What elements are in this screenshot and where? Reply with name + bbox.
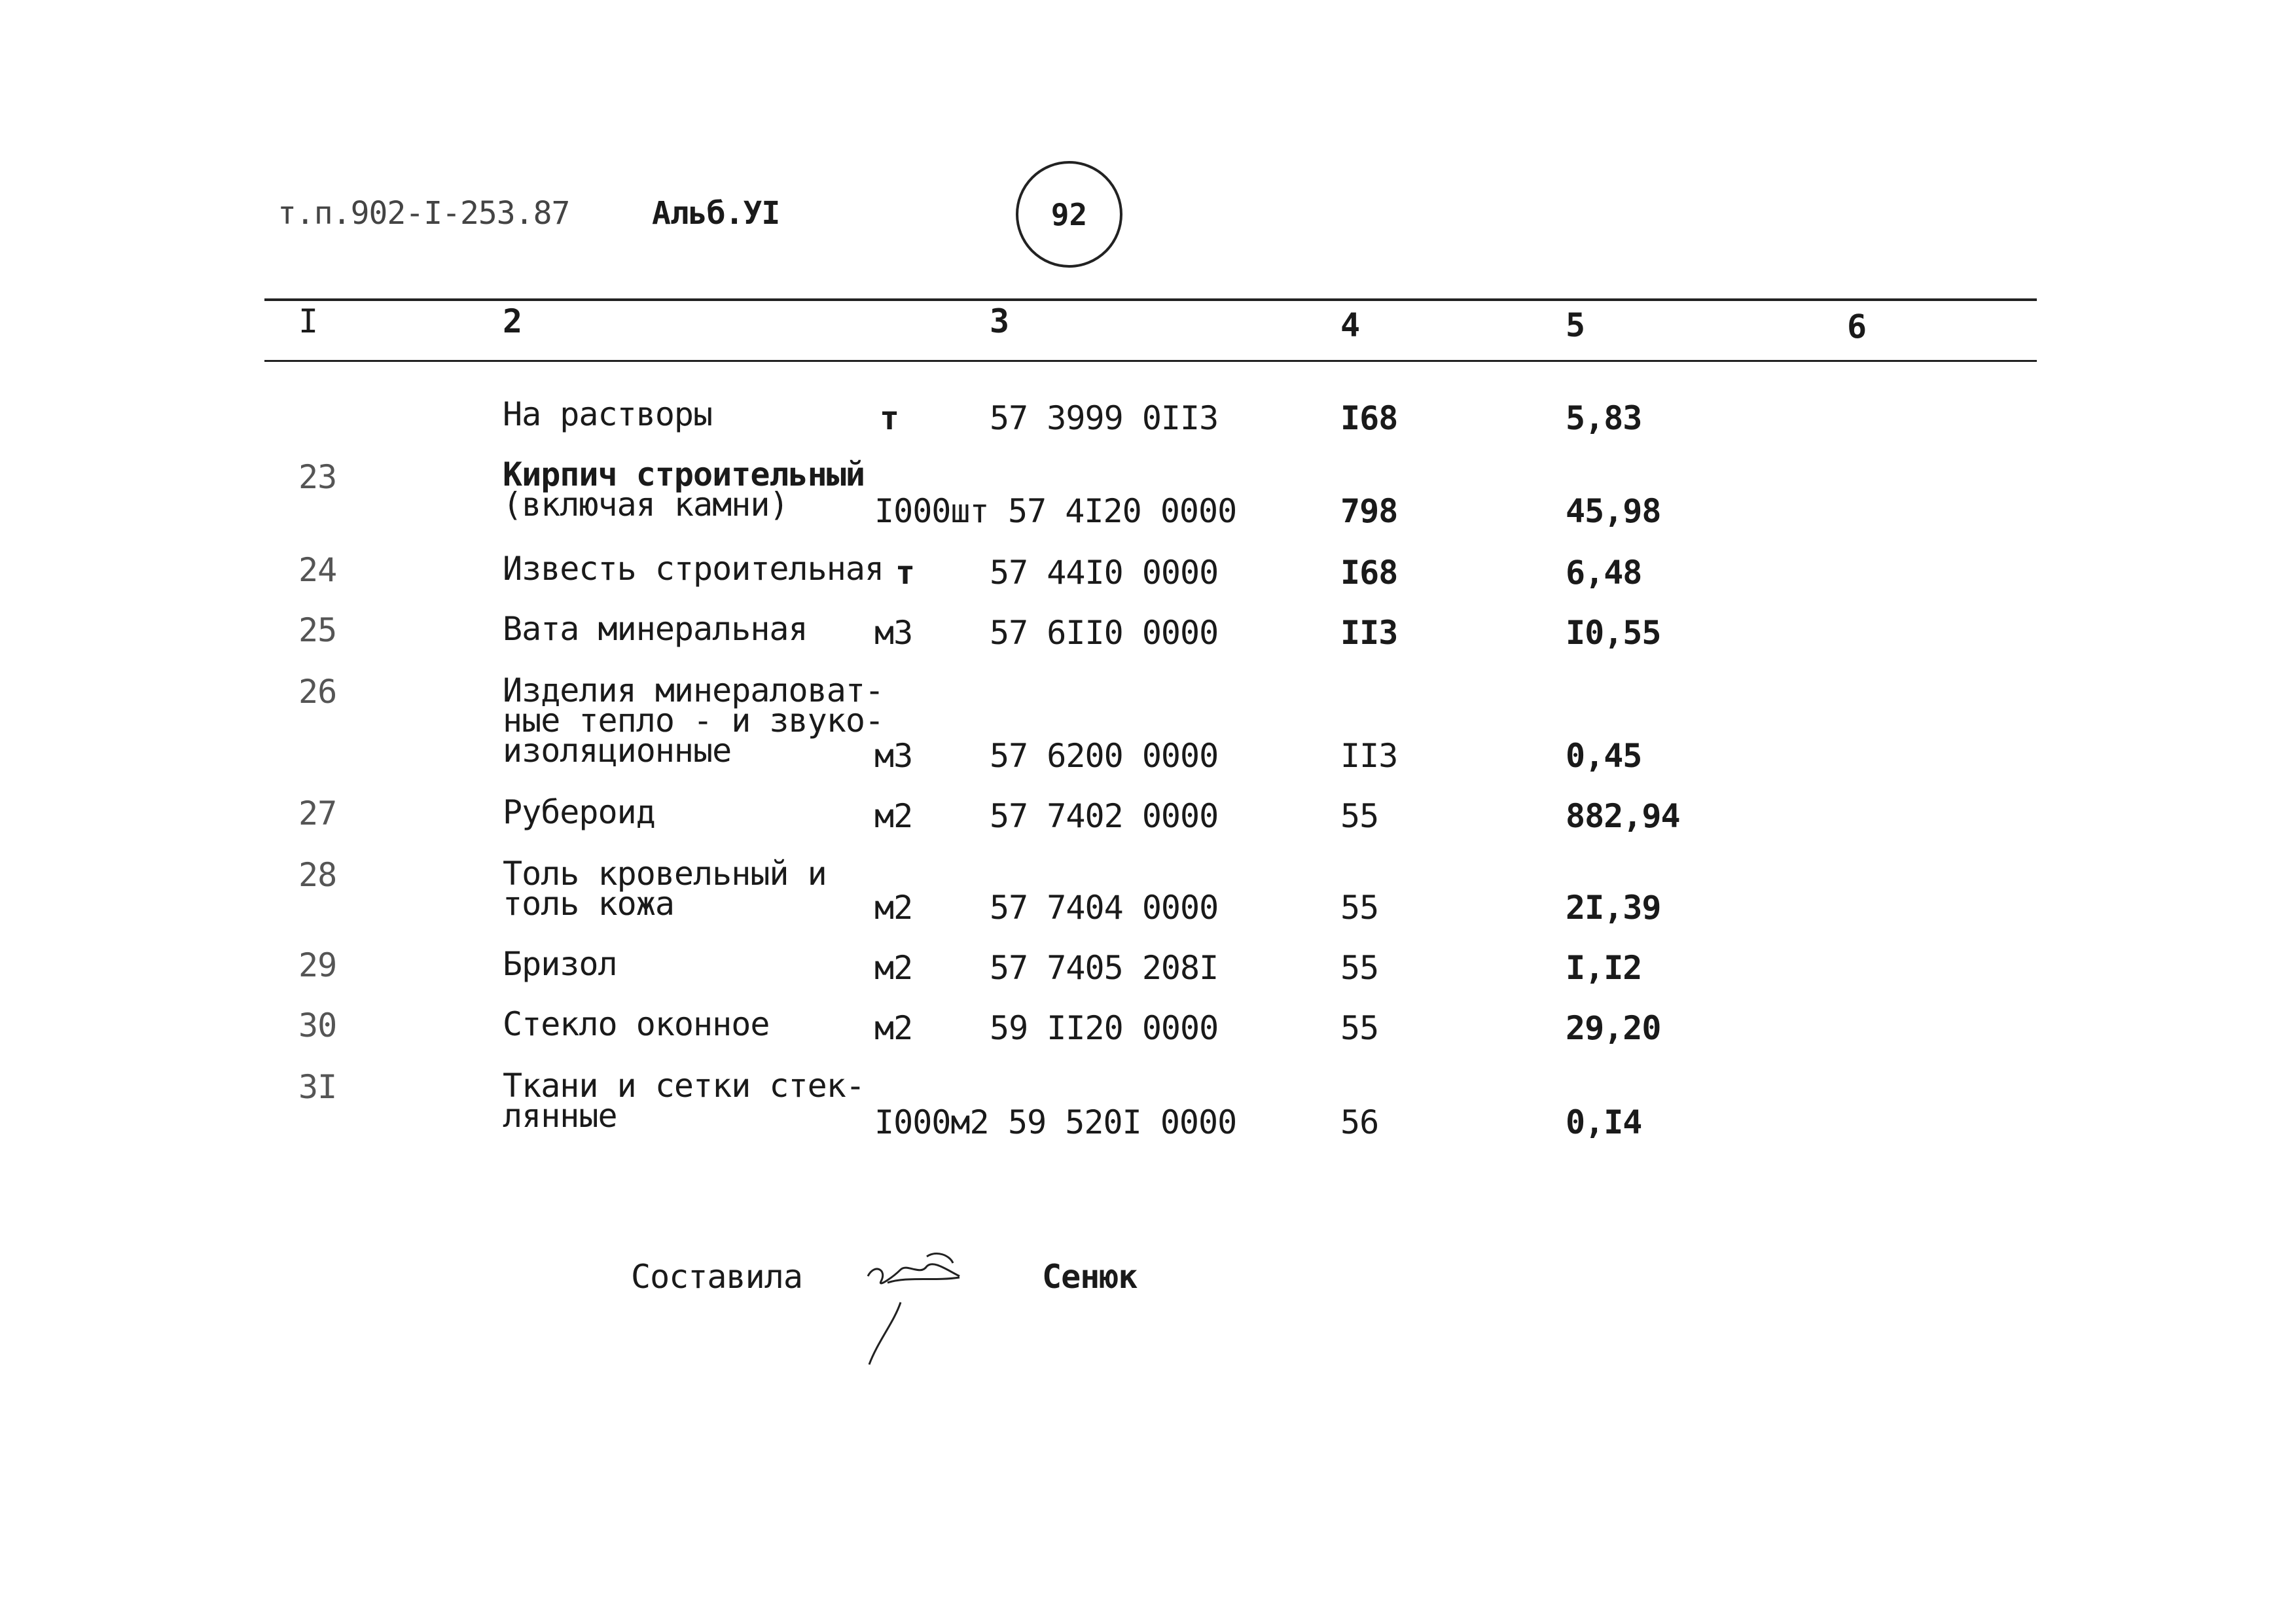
col5-value: 2I,39: [1566, 889, 1661, 927]
page-number: 92: [1050, 196, 1088, 232]
material-name: Толь кровельный и: [503, 855, 827, 893]
album-label: Альб.УI: [652, 195, 780, 232]
code: 57 6II0 0000: [990, 614, 1219, 652]
unit: м2: [874, 889, 913, 927]
code: 59 520I 0000: [1008, 1103, 1237, 1141]
row-number: 27: [298, 794, 337, 832]
code: 57 44I0 0000: [990, 554, 1219, 592]
material-name-cont: ные тепло - и звуко-: [503, 702, 884, 740]
row-number: 28: [298, 856, 337, 894]
code: 57 7402 0000: [990, 797, 1219, 835]
col4-value: II3: [1340, 737, 1398, 775]
col5-value: 5,83: [1566, 399, 1642, 437]
material-name-cont: (включая камни): [503, 486, 789, 524]
unit: м3: [874, 614, 913, 652]
material-name-cont: изоляционные: [503, 732, 732, 770]
material-name-cont: лянные: [503, 1097, 617, 1135]
material-name: Известь строительная: [503, 550, 884, 588]
col4-value: 56: [1340, 1103, 1379, 1141]
material-name: Рубероид: [503, 793, 655, 831]
material-name: На растворы: [503, 395, 713, 433]
row-number: 24: [298, 551, 337, 589]
unit: м3: [874, 737, 913, 775]
col4-value: I68: [1340, 554, 1398, 592]
code: 57 7405 208I: [990, 949, 1219, 987]
col5-value: 0,45: [1566, 737, 1642, 775]
col4-value: II3: [1340, 614, 1398, 652]
page-number-circle: [1016, 161, 1122, 268]
column-header-1: I: [298, 302, 319, 340]
table-top-rule: [264, 298, 2037, 301]
row-number: 30: [298, 1007, 337, 1044]
material-name: Изделия минераловат-: [503, 671, 884, 709]
row-number: 25: [298, 611, 337, 649]
compiler-name: Сенюк: [1042, 1258, 1138, 1296]
document-code: т.п.902-I-253.87: [278, 195, 570, 232]
col4-value: I68: [1340, 399, 1398, 437]
column-header-3: 3: [990, 302, 1010, 340]
unit: т: [880, 399, 899, 437]
unit: т: [895, 554, 915, 592]
unit: м2: [874, 1009, 913, 1047]
unit: м2: [874, 949, 913, 987]
material-name: Бризол: [503, 945, 617, 983]
code: 57 4I20 0000: [1008, 492, 1237, 530]
material-name: Ткани и сетки стек-: [503, 1067, 865, 1105]
unit: м2: [874, 797, 913, 835]
row-number: 23: [298, 458, 337, 496]
signature: [848, 1230, 979, 1374]
code: 59 II20 0000: [990, 1009, 1219, 1047]
row-number: 26: [298, 673, 337, 711]
unit: I000м2: [874, 1103, 989, 1141]
unit: I000шт: [874, 492, 989, 530]
code: 57 7404 0000: [990, 889, 1219, 927]
col5-value: I,I2: [1566, 949, 1642, 987]
code: 57 3999 0II3: [990, 399, 1219, 437]
col5-value: 29,20: [1566, 1009, 1661, 1047]
material-name: Вата минеральная: [503, 610, 808, 648]
col4-value: 55: [1340, 949, 1379, 987]
column-header-6: 6: [1847, 308, 1867, 346]
col4-value: 55: [1340, 889, 1379, 927]
column-header-4: 4: [1340, 306, 1361, 344]
col5-value: 45,98: [1566, 492, 1661, 530]
compiled-by-label: Составила: [631, 1258, 802, 1296]
material-name: Стекло оконное: [503, 1005, 770, 1043]
col5-value: 6,48: [1566, 554, 1642, 592]
code: 57 6200 0000: [990, 737, 1219, 775]
row-number: 29: [298, 946, 337, 984]
col4-value: 55: [1340, 1009, 1379, 1047]
col5-value: 882,94: [1566, 797, 1680, 835]
material-name: Кирпич строительный: [503, 455, 865, 493]
column-header-5: 5: [1566, 306, 1586, 344]
table-header-rule: [264, 360, 2037, 362]
col4-value: 55: [1340, 797, 1379, 835]
material-name-cont: толь кожа: [503, 885, 674, 923]
col5-value: 0,I4: [1566, 1103, 1642, 1141]
col5-value: I0,55: [1566, 614, 1661, 652]
col4-value: 798: [1340, 492, 1398, 530]
row-number: 3I: [298, 1068, 337, 1106]
column-header-2: 2: [503, 302, 523, 340]
